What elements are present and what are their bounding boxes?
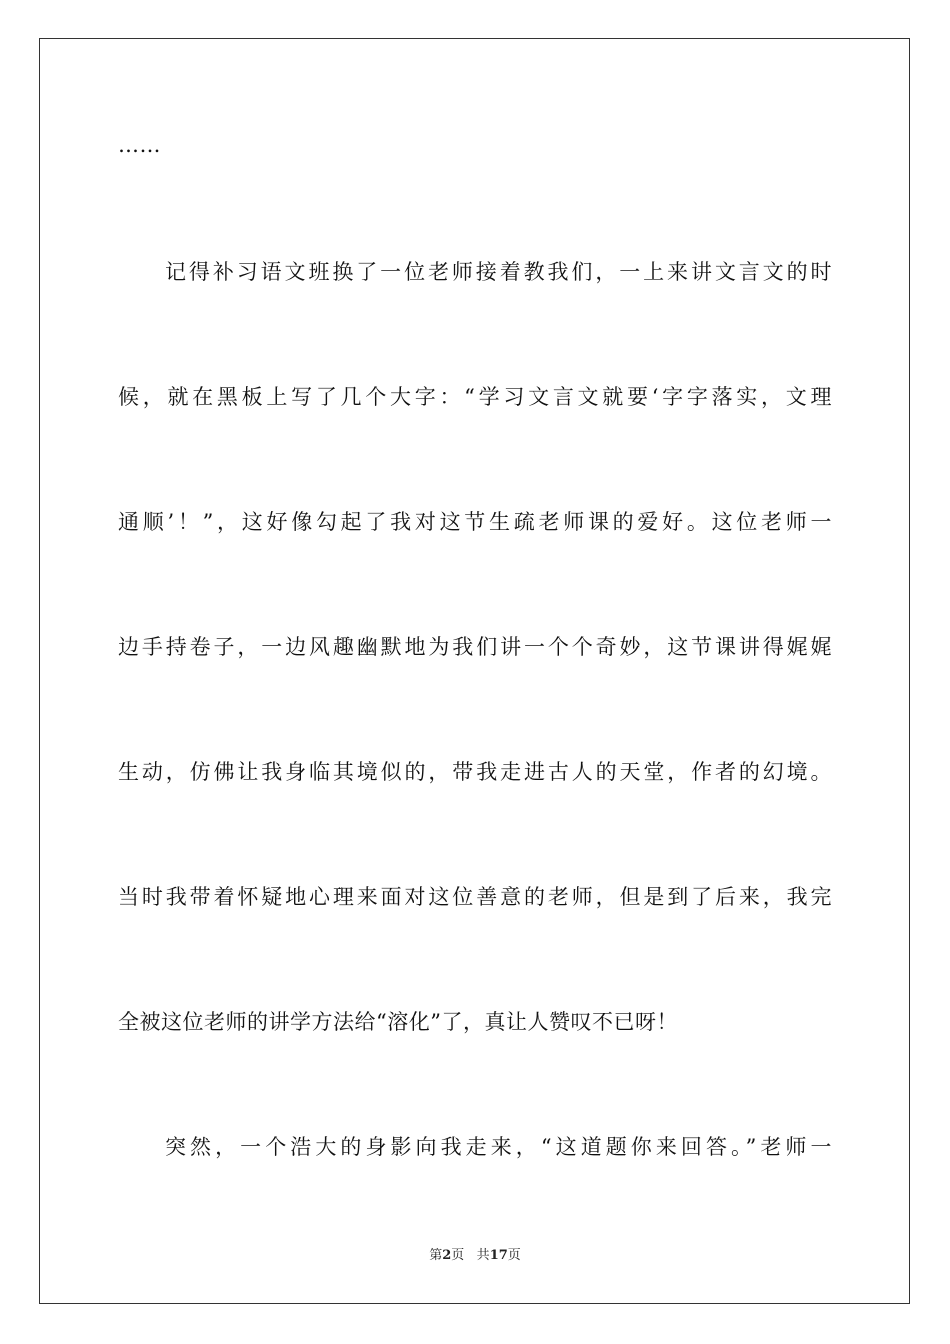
footer-total-prefix: 共: [476, 1248, 490, 1263]
paragraph-1-line-3: 通顺’！”，这好像勾起了我对这节生疏老师课的爱好。这位老师一: [118, 510, 832, 534]
footer-prefix: 第: [429, 1248, 443, 1263]
paragraph-2-line-1: 突然，一个浩大的身影向我走来，“这道题你来回答。”老师一: [165, 1135, 832, 1159]
footer-page-number: 2: [442, 1248, 452, 1263]
footer-page-suffix: 页: [451, 1248, 465, 1263]
page-footer: [0, 1247, 950, 1265]
paragraph-1-line-7: 全被这位老师的讲学方法给“溶化”了，真让人赞叹不已呀！: [118, 1010, 678, 1034]
paragraph-1-line-4: 边手持卷子，一边风趣幽默地为我们讲一个个奇妙，这节课讲得娓娓: [118, 635, 832, 659]
page-border: [39, 38, 910, 1304]
paragraph-1-line-6: 当时我带着怀疑地心理来面对这位善意的老师，但是到了后来，我完: [118, 885, 832, 909]
paragraph-1-line-2: 候，就在黑板上写了几个大字：“学习文言文就要‘字字落实，文理: [118, 385, 832, 409]
ellipsis-line: ……: [118, 133, 161, 157]
paragraph-1-line-1: 记得补习语文班换了一位老师接着教我们，一上来讲文言文的时: [165, 260, 832, 284]
footer-total-pages: 17: [489, 1248, 508, 1263]
footer-total-suffix: 页: [507, 1248, 521, 1263]
paragraph-1-line-5: 生动，仿佛让我身临其境似的，带我走进古人的天堂，作者的幻境。: [118, 760, 832, 784]
